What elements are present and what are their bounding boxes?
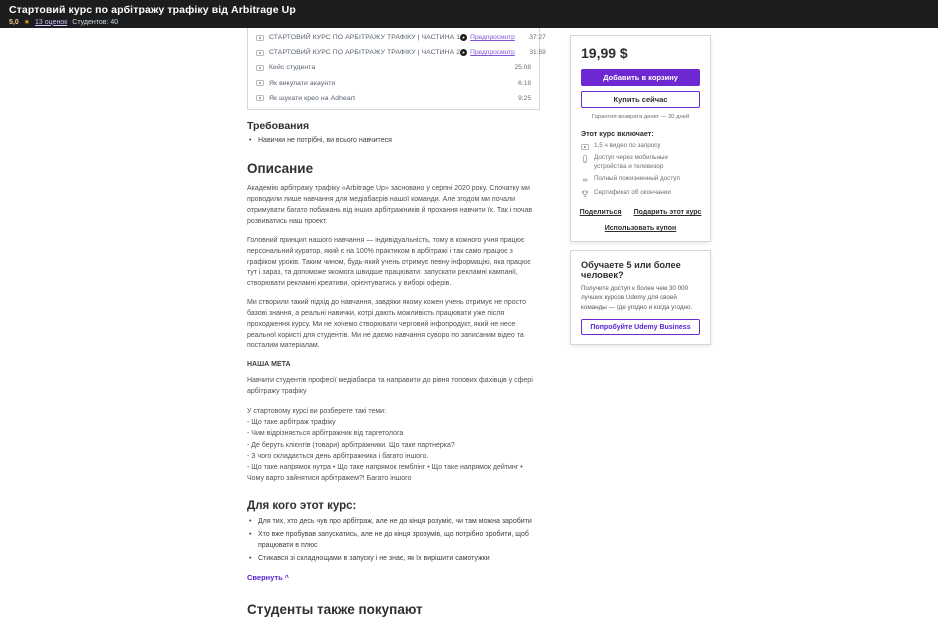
topic-item: - З чого складається день арбітражника і багато іншого. bbox=[247, 452, 429, 460]
lecture-row[interactable] bbox=[248, 76, 539, 91]
requirements-section bbox=[247, 120, 540, 147]
include-text: 1,5 ч видео по запросу bbox=[594, 142, 661, 149]
mobile-icon bbox=[581, 155, 589, 163]
video-lecture-icon bbox=[256, 64, 264, 72]
description-paragraph: Академію арбітражу трафіку «Arbitrage Up» засновано у серпні 2020 року. Спочатку ми проводили лише навчання для медіабаєрів нашої команди. Але згодом ми почали отримувати багато побажань від інших арбітражників й прохання навчити їх. Так і почав розвиватись наш проект. bbox=[247, 185, 533, 225]
lecture-title: СТАРТОВИЙ КУРС ПО АРБІТРАЖУ ТРАФІКУ | ЧАСТИНА 1 bbox=[269, 34, 461, 42]
preview-label[interactable]: Предпросмотр bbox=[470, 34, 515, 42]
play-circle-icon bbox=[460, 34, 467, 41]
try-udemy-business-button[interactable]: Попробуйте Udemy Business bbox=[581, 319, 700, 335]
star-icon: ★ bbox=[23, 19, 31, 26]
include-item bbox=[581, 189, 700, 198]
lecture-duration: 25:08 bbox=[514, 64, 531, 72]
lecture-duration: 31:59 bbox=[529, 49, 546, 57]
lecture-row[interactable] bbox=[248, 30, 546, 45]
topics-intro: У стартовому курсі ви розберете такі теми: bbox=[247, 407, 387, 415]
ratings-count-link[interactable]: 13 оценок bbox=[35, 18, 68, 26]
buy-now-button[interactable]: Купить сейчас bbox=[581, 91, 700, 108]
audience-item: • Для тих, хто десь чув про арбітраж, але не до кінця розуміє, чи там можна заробити bbox=[247, 517, 540, 528]
course-meta bbox=[9, 18, 928, 26]
topic-item: - Чим відрізняється арбітражник від таргетолога bbox=[247, 430, 404, 438]
rating-value: 5,0 bbox=[9, 18, 19, 26]
video-lecture-icon bbox=[256, 79, 264, 87]
preview-link[interactable] bbox=[460, 49, 515, 56]
video-lecture-icon bbox=[256, 49, 264, 57]
requirements-heading: Требования bbox=[247, 119, 310, 132]
collapse-caret-icon: ^ bbox=[284, 575, 289, 583]
lecture-row[interactable] bbox=[248, 60, 539, 75]
collapse-label: Свернуть bbox=[247, 573, 283, 583]
topic-item: - Що таке напрямок нутра • Що таке напрямок гемблінг • Що таке напрямок дейтинг • Чому варто зайнятися арбітражем?! Багато іншого bbox=[247, 463, 523, 483]
lecture-title: Як викупати акаунти bbox=[269, 79, 336, 87]
include-item bbox=[581, 175, 700, 185]
video-lecture-icon bbox=[256, 34, 264, 42]
lecture-title: Як шукати крео на Adheart bbox=[269, 94, 356, 102]
also-buy-heading: Студенты также покупают bbox=[247, 602, 423, 617]
students-count: Студентов: 40 bbox=[72, 18, 119, 26]
course-sticky-header bbox=[0, 0, 938, 28]
udemy-business-card bbox=[570, 250, 711, 345]
video-icon bbox=[581, 143, 589, 151]
include-item bbox=[581, 154, 700, 172]
topics-list bbox=[247, 406, 540, 484]
curriculum-list bbox=[247, 28, 546, 110]
description-heading: Описание bbox=[247, 161, 314, 177]
main-content bbox=[247, 28, 546, 617]
requirement-item: • Навички не потрібні, ви всього навчитеся bbox=[247, 136, 540, 147]
include-item bbox=[581, 142, 700, 151]
course-price: 19,99 $ bbox=[581, 45, 628, 61]
purchase-sidebar bbox=[570, 35, 711, 345]
purchase-card bbox=[570, 35, 711, 242]
include-text: Сертификат об окончании bbox=[594, 189, 671, 197]
infinity-icon: ∞ bbox=[582, 176, 588, 184]
money-back-guarantee: Гарантия возврата денег — 30 дней bbox=[591, 114, 690, 120]
audience-section bbox=[247, 500, 540, 564]
add-to-cart-button[interactable]: Добавить в корзину bbox=[581, 69, 700, 86]
topic-item: - Де беруть клієнтів (товари) арбітражники. Що таке партнерка? bbox=[247, 441, 455, 449]
includes-heading: Этот курс включает: bbox=[581, 129, 654, 138]
lecture-title: СТАРТОВИЙ КУРС ПО АРБІТРАЖУ ТРАФІКУ | ЧАСТИНА 2 bbox=[269, 49, 461, 57]
preview-label[interactable]: Предпросмотр bbox=[470, 49, 515, 57]
audience-item: • Хто вже пробував запускатись, але не до кінця зрозумів, що потрібно зробити, щоб працювати в плюс bbox=[247, 530, 540, 551]
share-button[interactable]: Поделиться bbox=[579, 209, 622, 217]
lecture-duration: 6:18 bbox=[518, 79, 531, 87]
lecture-title: Кейс студента bbox=[269, 64, 316, 72]
lecture-duration: 37:27 bbox=[529, 34, 546, 42]
students-also-buy-section bbox=[247, 602, 540, 617]
audience-heading: Для кого этот курс: bbox=[247, 500, 357, 513]
topic-item: - Що таке арбітраж трафіку bbox=[247, 419, 336, 427]
share-actions bbox=[581, 209, 700, 216]
play-circle-icon bbox=[460, 49, 467, 56]
collapse-description-link[interactable] bbox=[247, 573, 540, 582]
description-paragraph: Ми створили такий підхід до навчання, завдяки якому кожен учень отримує не просто базові знання, а реальні навички, котрі дають можливість працювати уже після проходження курсу. Ми не хочемо створювати черговий інфопродукт, який не несе реальної користі для студентів. Ми не даємо навчання суворо по записаним відео та посталим матеріалам. bbox=[247, 299, 527, 350]
trophy-icon bbox=[581, 190, 589, 198]
include-text: Полный пожизненный доступ bbox=[594, 175, 680, 183]
gift-course-button[interactable]: Подарить этот курс bbox=[633, 209, 702, 217]
audience-item: • Стикався зі складнощами в запуску і не знає, як їх вирішити самотужки bbox=[247, 554, 540, 565]
description-paragraph: Головний принцип нашого навчання — індивідуальність, тому в кожного учня працює персональний куратор, який є на 100% практиком в арбітражі і так само працює з графіком уроків. Таким чином, будь-який учень отримує певну інформацію, яка працює тут і зараз, та допоможе якомога швидше працювати: запускати рекламні кампанії, створювати рекламні креативи, орієнтуватись у виборі оферів. bbox=[247, 236, 531, 288]
apply-coupon-button[interactable]: Использовать купон bbox=[604, 225, 677, 233]
description-section bbox=[247, 161, 540, 484]
business-text: Получите доступ к более чем 30 000 лучших курсов Udemy для своей команды — где угодно и когда угодно. bbox=[581, 285, 693, 311]
include-text: Доступ через мобильные устройства и телевизор bbox=[594, 154, 668, 171]
lecture-row[interactable] bbox=[248, 45, 546, 60]
preview-link[interactable] bbox=[460, 34, 515, 41]
goal-text: Навчити студентів професії медіабаєра та направити до рівня топових фахівців у сфері арбітражу трафіку bbox=[247, 377, 533, 396]
course-title: Стартовий курс по арбітражу трафіку від Arbitrage Up bbox=[9, 4, 296, 16]
goal-heading: НАША МЕТА bbox=[247, 361, 291, 369]
business-heading: Обучаете 5 или более человек? bbox=[581, 260, 681, 281]
video-lecture-icon bbox=[256, 94, 264, 102]
lecture-duration: 9:25 bbox=[518, 94, 531, 102]
lecture-row[interactable] bbox=[248, 91, 539, 106]
